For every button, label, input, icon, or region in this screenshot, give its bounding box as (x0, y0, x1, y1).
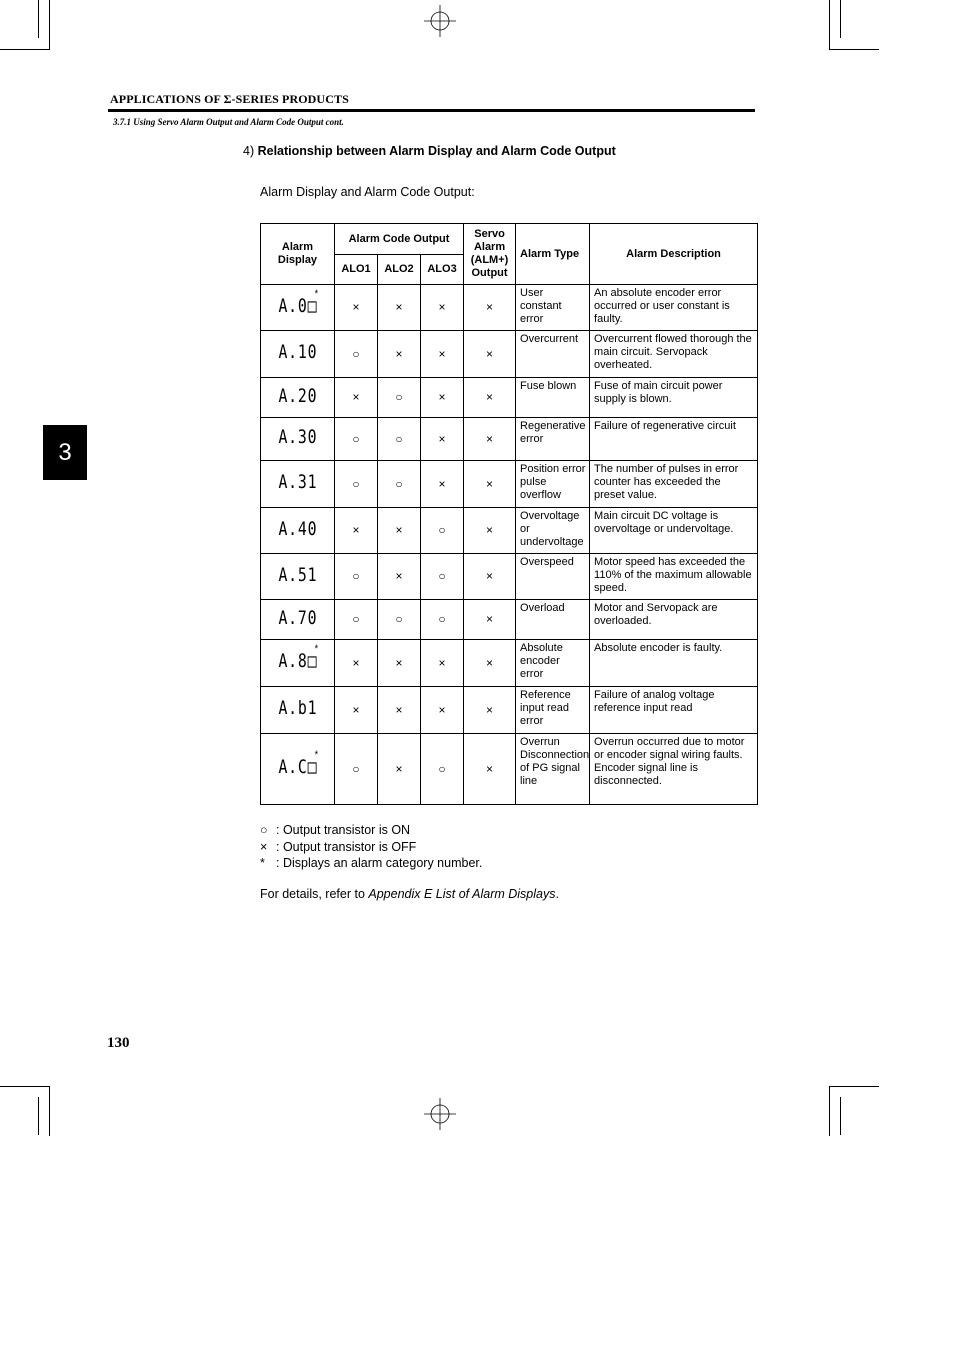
table-row (261, 508, 758, 554)
alo1-cell: × (335, 687, 378, 734)
header-alo1: ALO1 (335, 255, 378, 285)
legend-item (260, 855, 482, 872)
alarm-description-cell: Overrun occurred due to motor or encoder signal wiring faults. Encoder signal line is disconnected. (590, 734, 758, 805)
header-alo3: ALO3 (421, 255, 464, 285)
alarm-description-cell: Main circuit DC voltage is overvoltage or undervoltage. (590, 508, 758, 554)
alm-cell: × (464, 687, 516, 734)
legend (260, 822, 482, 872)
table-row (261, 554, 758, 600)
chapter-tab: 3 (43, 425, 87, 480)
alarm-display-cell: A.20 (261, 378, 335, 418)
section-heading (243, 144, 616, 158)
alo1-cell: × (335, 285, 378, 331)
table-row (261, 378, 758, 418)
alarm-description-cell: Failure of regenerative circuit (590, 418, 758, 461)
alarm-type-cell: Regenerative error (516, 418, 590, 461)
alo1-cell: ○ (335, 600, 378, 640)
registration-mark-top (424, 5, 456, 37)
alarm-type-cell: Absolute encoder error (516, 640, 590, 687)
alo2-cell: × (378, 687, 421, 734)
alo2-cell: × (378, 285, 421, 331)
alarm-display-cell: A.8□ * (261, 640, 335, 687)
alarm-display-cell: A.10 (261, 331, 335, 378)
alm-cell: × (464, 600, 516, 640)
registration-mark-bottom (424, 1098, 456, 1130)
header-rule (108, 109, 755, 112)
alo3-cell: ○ (421, 600, 464, 640)
alo1-cell: ○ (335, 554, 378, 600)
alo1-cell: × (335, 378, 378, 418)
header-alarm-description: Alarm Description (590, 224, 758, 285)
alm-cell: × (464, 554, 516, 600)
section-title: Relationship between Alarm Display and Alarm Code Output (257, 144, 616, 158)
alarm-display-cell: A.C□ * (261, 734, 335, 805)
details-note (260, 887, 559, 901)
alarm-type-cell: Overspeed (516, 554, 590, 600)
alarm-type-cell: Fuse blown (516, 378, 590, 418)
alarm-display-cell: A.30 (261, 418, 335, 461)
alarm-description-cell: Fuse of main circuit power supply is blown. (590, 378, 758, 418)
legend-symbol: ○ (260, 823, 268, 837)
alarm-description-cell: Motor and Servopack are overloaded. (590, 600, 758, 640)
table-row (261, 285, 758, 331)
alarm-type-cell: User constant error (516, 285, 590, 331)
alo3-cell: × (421, 687, 464, 734)
alo2-cell: ○ (378, 461, 421, 508)
alarm-description-cell: An absolute encoder error occurred or user constant is faulty. (590, 285, 758, 331)
header-alo2: ALO2 (378, 255, 421, 285)
alarm-type-cell: Overvoltage or undervoltage (516, 508, 590, 554)
details-reference: Appendix E List of Alarm Displays (368, 887, 556, 901)
running-header-title: APPLICATIONS OF Σ-SERIES PRODUCTS (110, 92, 349, 106)
alo1-cell: × (335, 508, 378, 554)
table-caption: Alarm Display and Alarm Code Output: (260, 185, 475, 199)
alo2-cell: ○ (378, 378, 421, 418)
alo3-cell: ○ (421, 554, 464, 600)
alo2-cell: × (378, 554, 421, 600)
running-header-subtitle: 3.7.1 Using Servo Alarm Output and Alarm Code Output cont. (113, 117, 344, 127)
alm-cell: × (464, 640, 516, 687)
alo1-cell: ○ (335, 461, 378, 508)
table-row (261, 640, 758, 687)
header-alarm-display: Alarm Display (261, 224, 335, 285)
alm-cell: × (464, 461, 516, 508)
details-suffix: . (555, 887, 559, 901)
alarm-description-cell: Motor speed has exceeded the 110% of the maximum allowable speed. (590, 554, 758, 600)
alarm-display-cell: A.b1 (261, 687, 335, 734)
alo3-cell: × (421, 640, 464, 687)
alo2-cell: ○ (378, 418, 421, 461)
table-row (261, 418, 758, 461)
alarm-type-cell: Overcurrent (516, 331, 590, 378)
alm-cell: × (464, 378, 516, 418)
alo3-cell: × (421, 285, 464, 331)
alo3-cell: ○ (421, 734, 464, 805)
alo3-cell: × (421, 461, 464, 508)
alarm-display-cell: A.0□ * (261, 285, 335, 331)
legend-symbol: * (260, 856, 265, 870)
section-number: 4) (243, 144, 255, 158)
alarm-type-cell: Overrun Disconnection of PG signal line (516, 734, 590, 805)
alm-cell: × (464, 734, 516, 805)
legend-item (260, 822, 482, 839)
alarm-display-cell: A.40 (261, 508, 335, 554)
alarm-display-cell: A.51 (261, 554, 335, 600)
table-row (261, 734, 758, 805)
alm-cell: × (464, 331, 516, 378)
legend-item (260, 839, 482, 856)
header-servo-alarm: Servo Alarm (ALM+) Output (464, 224, 516, 285)
alo3-cell: × (421, 378, 464, 418)
header-alarm-code-output: Alarm Code Output (335, 224, 464, 255)
legend-text: : Displays an alarm category number. (276, 856, 483, 870)
table-row (261, 600, 758, 640)
alarm-description-cell: Failure of analog voltage reference input read (590, 687, 758, 734)
alm-cell: × (464, 418, 516, 461)
table-row (261, 461, 758, 508)
alarm-display-cell: A.31 (261, 461, 335, 508)
alo3-cell: × (421, 418, 464, 461)
legend-text: : Output transistor is ON (276, 823, 411, 837)
alarm-table (260, 223, 758, 805)
alarm-description-cell: Overcurrent flowed thorough the main circuit. Servopack overheated. (590, 331, 758, 378)
alarm-type-cell: Reference input read error (516, 687, 590, 734)
alm-cell: × (464, 508, 516, 554)
table-row (261, 331, 758, 378)
alo2-cell: × (378, 640, 421, 687)
alo2-cell: × (378, 331, 421, 378)
alo3-cell: × (421, 331, 464, 378)
alm-cell: × (464, 285, 516, 331)
alo1-cell: ○ (335, 331, 378, 378)
alarm-description-cell: Absolute encoder is faulty. (590, 640, 758, 687)
header-alarm-type: Alarm Type (516, 224, 590, 285)
alarm-description-cell: The number of pulses in error counter has exceeded the preset value. (590, 461, 758, 508)
alo3-cell: ○ (421, 508, 464, 554)
alo1-cell: × (335, 640, 378, 687)
alo1-cell: ○ (335, 418, 378, 461)
alarm-display-cell: A.70 (261, 600, 335, 640)
legend-symbol: × (260, 839, 268, 854)
page-number: 130 (107, 1035, 130, 1051)
alarm-type-cell: Position error pulse overflow (516, 461, 590, 508)
alarm-type-cell: Overload (516, 600, 590, 640)
legend-text: : Output transistor is OFF (276, 839, 417, 854)
details-prefix: For details, refer to (260, 887, 369, 901)
alo2-cell: ○ (378, 600, 421, 640)
table-row (261, 687, 758, 734)
alo2-cell: × (378, 734, 421, 805)
alo1-cell: ○ (335, 734, 378, 805)
alo2-cell: × (378, 508, 421, 554)
